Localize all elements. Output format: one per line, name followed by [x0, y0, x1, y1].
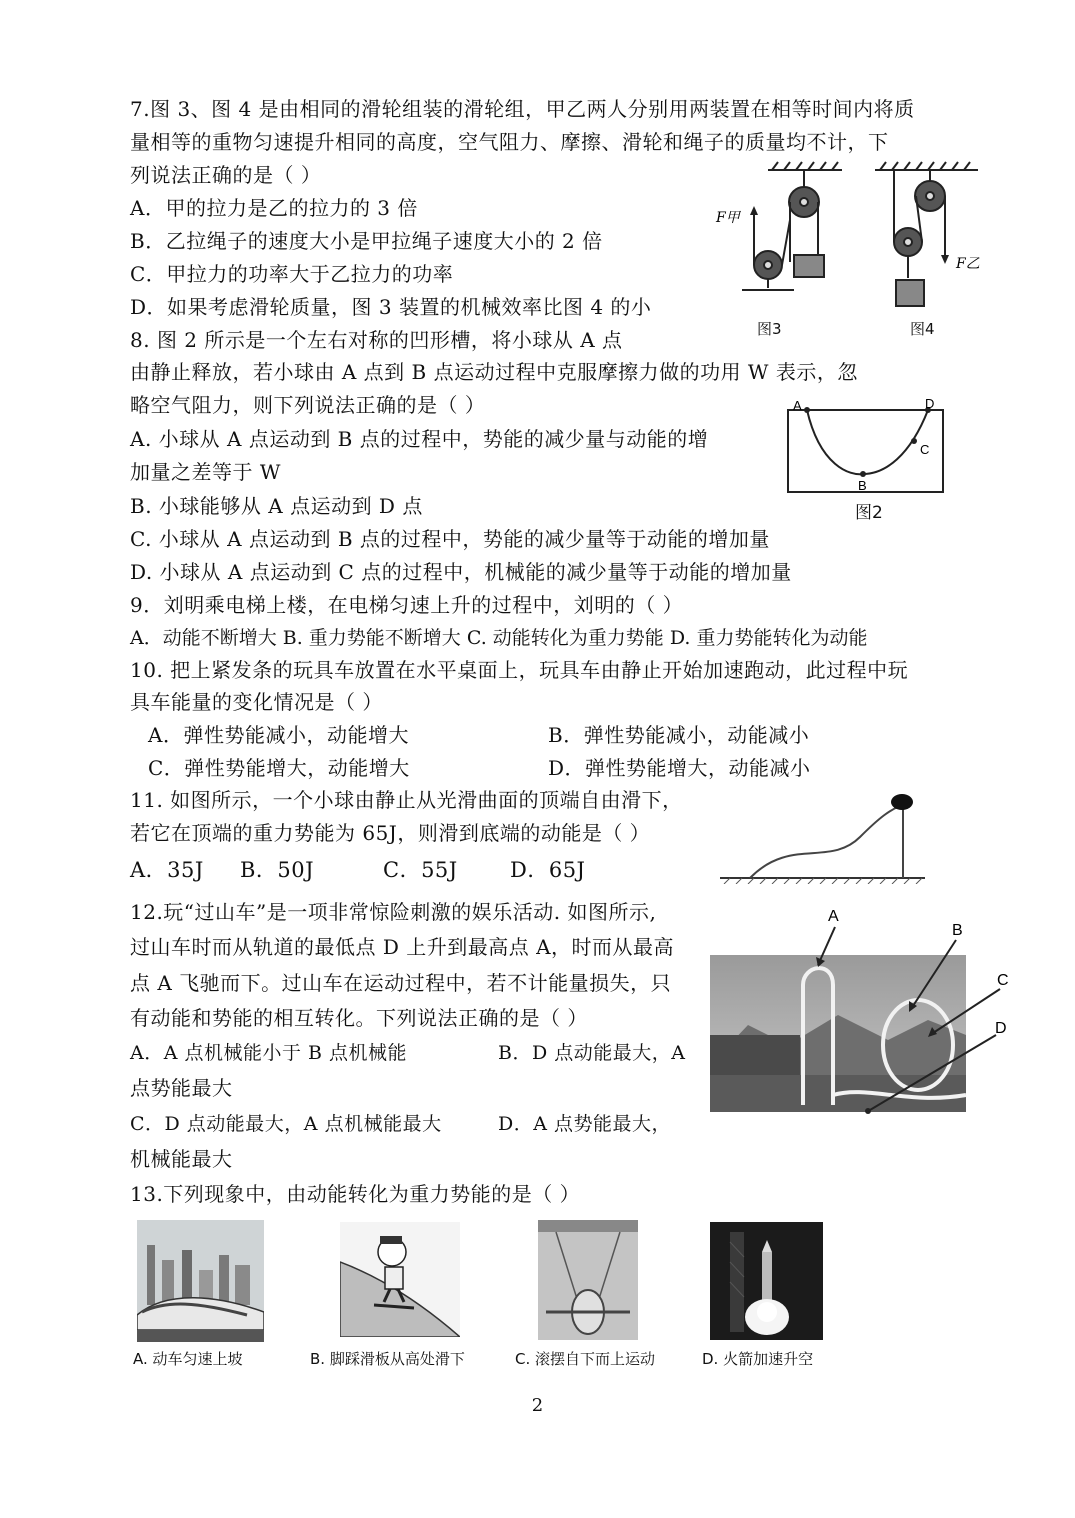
- q10-option-a: A．弹性势能减小，动能增大: [148, 723, 409, 747]
- groove-label-b: B: [858, 478, 867, 493]
- train-photo: [137, 1220, 264, 1342]
- q13-caption-d: D. 火箭加速升空: [702, 1350, 814, 1368]
- maxwell-wheel-photo: [538, 1220, 638, 1340]
- q11-option-a: A．35J: [130, 858, 204, 882]
- q13-caption-b: B. 脚踩滑板从高处滑下: [310, 1350, 465, 1368]
- figure-2-caption: 图2: [855, 503, 883, 523]
- q12-option-a: A．A 点机械能小于 B 点机械能: [130, 1042, 408, 1064]
- q8-option-c: C. 小球从 A 点运动到 B 点的过程中，势能的减少量等于动能的增加量: [130, 527, 770, 551]
- q13-caption-c: C. 滚摆自下而上运动: [515, 1350, 656, 1368]
- groove-label-a: A: [793, 398, 802, 413]
- q10-line-1: 10. 把上紧发条的玩具车放置在水平桌面上，玩具车由静止开始加速跑动，此过程中玩: [130, 658, 909, 682]
- q7-option-d: D．如果考虑滑轮质量，图 3 装置的机械效率比图 4 的小: [130, 295, 652, 319]
- q7-option-b: B．乙拉绳子的速度大小是甲拉绳子速度大小的 2 倍: [130, 229, 603, 253]
- q11-option-b: B．50J: [240, 858, 315, 882]
- q11-line-1: 11. 如图所示，一个小球由静止从光滑曲面的顶端自由滑下，: [130, 788, 683, 812]
- q8-option-a-1: A. 小球从 A 点运动到 B 点的过程中，势能的减少量与动能的增: [130, 427, 709, 451]
- coaster-label-a: A: [828, 908, 839, 925]
- groove-figure: [785, 396, 950, 496]
- q9-options: A．动能不断增大 B. 重力势能不断增大 C. 动能转化为重力势能 D. 重力势能转化为动能: [130, 627, 868, 649]
- roller-coaster-figure: [708, 905, 1048, 1120]
- q13-caption-a: A. 动车匀速上坡: [133, 1350, 243, 1368]
- q12-option-d-2: 机械能最大: [130, 1147, 233, 1171]
- coaster-label-d: D: [995, 1020, 1007, 1037]
- q7-line-1: 7.图 3、图 4 是由相同的滑轮组装的滑轮组，甲乙两人分别用两装置在相等时间内将质: [130, 97, 915, 121]
- q7-line-3: 列说法正确的是（ ）: [130, 163, 322, 187]
- q12-option-c: C．D 点动能最大，A 点机械能最大: [130, 1113, 442, 1135]
- q10-option-d: D．弹性势能增大，动能减小: [548, 756, 811, 780]
- page-number: 2: [531, 1395, 544, 1416]
- q12-option-d-1: D．A 点势能最大，: [498, 1113, 671, 1135]
- q12-option-b-1: B．D 点动能最大，A: [498, 1042, 686, 1064]
- q11-option-d: D．65J: [510, 858, 586, 882]
- q11-line-2: 若它在顶端的重力势能为 65J，则滑到底端的动能是（ ）: [130, 821, 651, 845]
- q7-line-2: 量相等的重物匀速提升相同的高度，空气阻力、摩擦、滑轮和绳子的质量均不计，下: [130, 130, 889, 154]
- label-f-yi: F乙: [956, 256, 980, 272]
- q8-line-3: 略空气阻力，则下列说法正确的是（ ）: [130, 393, 486, 417]
- coaster-label-b: B: [952, 922, 963, 939]
- q13-line: 13.下列现象中，由动能转化为重力势能的是（ ）: [130, 1182, 581, 1206]
- q12-line-2: 过山车时而从轨道的最低点 D 上升到最高点 A，时而从最高: [130, 935, 675, 959]
- q7-option-c: C．甲拉力的功率大于乙拉力的功率: [130, 262, 454, 286]
- q10-option-c: C．弹性势能增大，动能增大: [148, 756, 410, 780]
- q8-option-b: B. 小球能够从 A 点运动到 D 点: [130, 494, 423, 518]
- pulley-figure: [700, 160, 990, 340]
- q12-line-1: 12.玩“过山车”是一项非常惊险刺激的娱乐活动. 如图所示,: [130, 900, 657, 924]
- q11-option-c: C．55J: [383, 858, 458, 882]
- figure-3-caption: 图3: [757, 320, 782, 338]
- rocket-launch-photo: [710, 1222, 823, 1340]
- q12-line-3: 点 A 飞驰而下。过山车在运动过程中，若不计能量损失，只: [130, 971, 672, 995]
- coaster-label-c: C: [997, 972, 1009, 989]
- smooth-curve-figure: [710, 792, 935, 884]
- groove-label-d: D: [925, 396, 935, 411]
- q9-line: 9．刘明乘电梯上楼，在电梯匀速上升的过程中，刘明的（ ）: [130, 593, 684, 617]
- q8-line-2: 由静止释放，若小球由 A 点到 B 点运动过程中克服摩擦力做的功用 W 表示，忽: [130, 360, 858, 384]
- q7-option-a: A．甲的拉力是乙的拉力的 3 倍: [130, 196, 418, 220]
- skateboard-cartoon: [340, 1222, 460, 1337]
- q8-option-a-2: 加量之差等于 W: [130, 460, 281, 484]
- figure-4-caption: 图4: [910, 320, 935, 338]
- q12-option-b-2: 点势能最大: [130, 1076, 233, 1100]
- groove-label-c: C: [920, 442, 930, 457]
- q10-line-2: 具车能量的变化情况是（ ）: [130, 690, 383, 714]
- q12-line-4: 有动能和势能的相互转化。下列说法正确的是（ ）: [130, 1006, 588, 1030]
- q10-option-b: B．弹性势能减小，动能减小: [548, 723, 810, 747]
- q8-line-1: 8. 图 2 所示是一个左右对称的凹形槽，将小球从 A 点: [130, 328, 623, 352]
- q8-option-d: D. 小球从 A 点运动到 C 点的过程中，机械能的减少量等于动能的增加量: [130, 560, 792, 584]
- label-f-jia: F甲: [716, 210, 740, 226]
